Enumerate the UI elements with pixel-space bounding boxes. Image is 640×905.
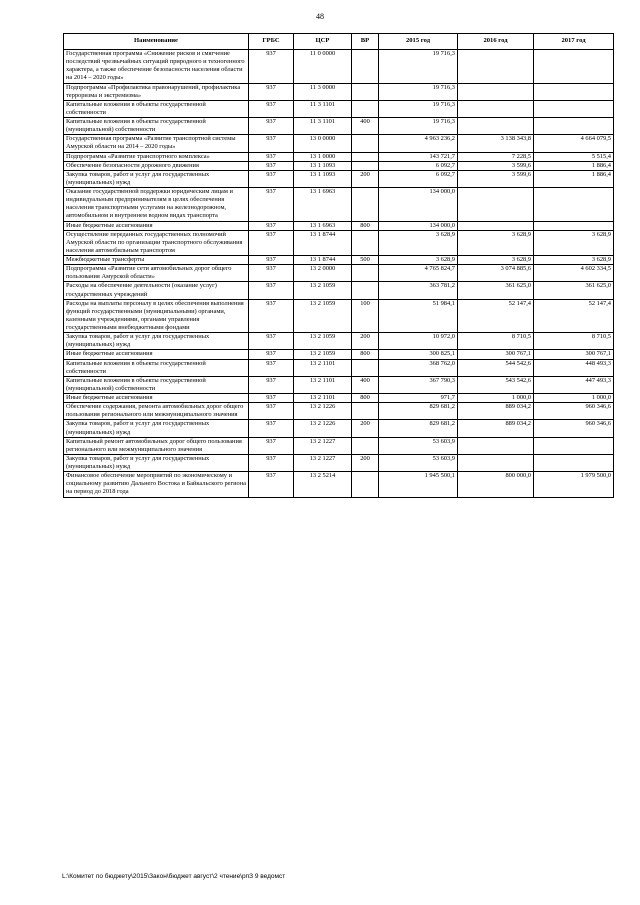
header-name: Наименование	[64, 34, 249, 50]
cell-2017: 447 493,3	[534, 376, 614, 393]
cell-name: Подпрограмма «Развитие транспортного комплекса»	[64, 152, 249, 161]
cell-csr: 11 3 0000	[294, 83, 352, 100]
cell-2016: 544 542,6	[458, 359, 534, 376]
cell-grbs: 937	[249, 299, 294, 333]
table-row	[64, 221, 614, 230]
cell-2017	[534, 118, 614, 135]
cell-csr: 11 0 0000	[294, 50, 352, 84]
cell-2017: 1 886,4	[534, 161, 614, 170]
cell-grbs: 937	[249, 359, 294, 376]
cell-2015: 4 765 824,7	[379, 265, 458, 282]
table-row	[64, 394, 614, 403]
cell-2017: 448 493,3	[534, 359, 614, 376]
cell-2015: 53 603,9	[379, 454, 458, 471]
cell-csr: 13 2 1227	[294, 437, 352, 454]
cell-2017: 4 664 079,5	[534, 135, 614, 152]
table-row	[64, 118, 614, 135]
cell-name: Расходы на обеспечение деятельности (оказание услуг) государственных учреждений	[64, 282, 249, 299]
cell-name: Обеспечение содержания, ремонта автомобильных дорог общего пользования регионального или межмуниципального значения	[64, 403, 249, 420]
cell-2017	[534, 100, 614, 117]
table-row	[64, 333, 614, 350]
cell-2016: 52 147,4	[458, 299, 534, 333]
table-row	[64, 376, 614, 393]
cell-csr: 13 1 1093	[294, 170, 352, 187]
cell-grbs: 937	[249, 135, 294, 152]
cell-grbs: 937	[249, 454, 294, 471]
header-vr: ВР	[352, 34, 379, 50]
cell-csr: 13 0 0000	[294, 135, 352, 152]
cell-vr	[352, 472, 379, 497]
page-number: 48	[316, 12, 324, 21]
cell-name: Закупка товаров, работ и услуг для государственных (муниципальных) нужд	[64, 420, 249, 437]
cell-name: Межбюджетные трансферты	[64, 256, 249, 265]
cell-2015: 1 945 500,1	[379, 472, 458, 497]
cell-2017: 4 602 334,5	[534, 265, 614, 282]
cell-grbs: 937	[249, 376, 294, 393]
table-body	[64, 50, 614, 498]
table-row	[64, 454, 614, 471]
cell-csr: 13 2 1227	[294, 454, 352, 471]
cell-2017	[534, 454, 614, 471]
cell-2017: 3 628,9	[534, 230, 614, 255]
cell-2017: 5 515,4	[534, 152, 614, 161]
cell-csr: 13 2 1059	[294, 299, 352, 333]
cell-vr	[352, 359, 379, 376]
cell-2016: 361 625,0	[458, 282, 534, 299]
cell-grbs: 937	[249, 118, 294, 135]
cell-vr: 800	[352, 394, 379, 403]
cell-vr: 200	[352, 454, 379, 471]
cell-grbs: 937	[249, 100, 294, 117]
table-row	[64, 50, 614, 84]
cell-2016	[458, 221, 534, 230]
cell-2015: 19 716,3	[379, 100, 458, 117]
header-2015: 2015 год	[379, 34, 458, 50]
cell-2017: 960 346,6	[534, 420, 614, 437]
cell-2015: 3 628,9	[379, 230, 458, 255]
cell-2015: 19 716,3	[379, 83, 458, 100]
cell-grbs: 937	[249, 83, 294, 100]
cell-vr	[352, 265, 379, 282]
cell-2015: 19 716,3	[379, 118, 458, 135]
cell-grbs: 937	[249, 50, 294, 84]
cell-2015: 143 721,7	[379, 152, 458, 161]
cell-name: Обеспечение безопасности дорожного движения	[64, 161, 249, 170]
cell-2016: 3 628,9	[458, 256, 534, 265]
cell-vr: 800	[352, 350, 379, 359]
cell-vr	[352, 152, 379, 161]
cell-2016	[458, 100, 534, 117]
cell-grbs: 937	[249, 256, 294, 265]
table-row	[64, 161, 614, 170]
cell-2015: 367 790,3	[379, 376, 458, 393]
cell-2016: 300 767,1	[458, 350, 534, 359]
cell-2017: 1 886,4	[534, 170, 614, 187]
cell-name: Капитальные вложения в объекты государственной собственности	[64, 100, 249, 117]
table-row	[64, 282, 614, 299]
cell-2017: 1 000,0	[534, 394, 614, 403]
cell-vr	[352, 50, 379, 84]
cell-grbs: 937	[249, 472, 294, 497]
cell-vr	[352, 437, 379, 454]
cell-2016	[458, 454, 534, 471]
table-row	[64, 83, 614, 100]
budget-table	[63, 33, 614, 498]
table-row	[64, 170, 614, 187]
cell-grbs: 937	[249, 161, 294, 170]
cell-grbs: 937	[249, 333, 294, 350]
cell-grbs: 937	[249, 221, 294, 230]
cell-grbs: 937	[249, 230, 294, 255]
table-row	[64, 420, 614, 437]
cell-vr: 200	[352, 420, 379, 437]
cell-2016	[458, 118, 534, 135]
footer-file-path: L:\Комитет по бюджету\2015\Закон\бюджет август\2 чтение\рпЗ 9 ведомст	[62, 873, 286, 880]
cell-2015: 4 963 236,2	[379, 135, 458, 152]
cell-vr: 800	[352, 221, 379, 230]
cell-name: Капитальные вложения в объекты государственной собственности	[64, 359, 249, 376]
cell-grbs: 937	[249, 170, 294, 187]
table-row	[64, 188, 614, 222]
cell-name: Финансовое обеспечение мероприятий по экономическому и социальному развитию Дальнего Востока и Байкальского региона на период до 2018 года	[64, 472, 249, 497]
cell-csr: 13 1 1093	[294, 161, 352, 170]
cell-2015: 971,7	[379, 394, 458, 403]
cell-2015: 19 716,3	[379, 50, 458, 84]
cell-2017: 960 346,6	[534, 403, 614, 420]
header-csr: ЦСР	[294, 34, 352, 50]
cell-grbs: 937	[249, 394, 294, 403]
cell-csr: 13 1 0000	[294, 152, 352, 161]
cell-name: Закупка товаров, работ и услуг для государственных (муниципальных) нужд	[64, 170, 249, 187]
cell-grbs: 937	[249, 403, 294, 420]
cell-csr: 13 2 1059	[294, 282, 352, 299]
cell-2017	[534, 188, 614, 222]
cell-2015: 6 092,7	[379, 161, 458, 170]
cell-name: Государственная программа «Снижение рисков и смягчение последствий чрезвычайных ситуаций природного и техногенного характера, а также обеспечение безопасности населения области на 2014 – 2020 годы»	[64, 50, 249, 84]
cell-2016: 3 599,6	[458, 161, 534, 170]
cell-grbs: 937	[249, 420, 294, 437]
cell-2016: 3 628,9	[458, 230, 534, 255]
cell-grbs: 937	[249, 437, 294, 454]
cell-2016: 800 000,0	[458, 472, 534, 497]
cell-csr: 13 2 1226	[294, 420, 352, 437]
cell-2017	[534, 437, 614, 454]
cell-csr: 13 2 0000	[294, 265, 352, 282]
cell-name: Осуществление переданных государственных полномочий Амурской области по организации транспортного обслуживания населения автомобильным транспортом	[64, 230, 249, 255]
cell-2015: 829 681,2	[379, 420, 458, 437]
table-row	[64, 299, 614, 333]
cell-2015: 363 781,2	[379, 282, 458, 299]
cell-vr: 400	[352, 118, 379, 135]
cell-vr	[352, 403, 379, 420]
cell-2016	[458, 50, 534, 84]
cell-name: Государственная программа «Развитие транспортной системы Амурской области на 2014 – 2020 годы»	[64, 135, 249, 152]
cell-2017: 52 147,4	[534, 299, 614, 333]
cell-grbs: 937	[249, 350, 294, 359]
cell-2017: 300 767,1	[534, 350, 614, 359]
table-row	[64, 350, 614, 359]
cell-2015: 368 762,0	[379, 359, 458, 376]
cell-2017	[534, 221, 614, 230]
cell-vr: 100	[352, 299, 379, 333]
cell-2015: 51 984,1	[379, 299, 458, 333]
cell-2017: 3 628,9	[534, 256, 614, 265]
table-header-row	[64, 34, 614, 50]
cell-vr	[352, 100, 379, 117]
cell-vr	[352, 161, 379, 170]
table-row	[64, 230, 614, 255]
cell-csr: 13 1 6963	[294, 188, 352, 222]
cell-2017	[534, 83, 614, 100]
cell-vr	[352, 83, 379, 100]
cell-2015: 300 825,1	[379, 350, 458, 359]
header-2016: 2016 год	[458, 34, 534, 50]
cell-csr: 13 1 8744	[294, 230, 352, 255]
cell-vr: 500	[352, 256, 379, 265]
table-row	[64, 256, 614, 265]
cell-2016: 889 034,2	[458, 403, 534, 420]
cell-name: Капитальные вложения в объекты государственной (муниципальной) собственности	[64, 376, 249, 393]
cell-name: Иные бюджетные ассигнования	[64, 221, 249, 230]
cell-grbs: 937	[249, 188, 294, 222]
cell-csr: 11 3 1101	[294, 100, 352, 117]
table-row	[64, 472, 614, 497]
cell-csr: 13 2 1101	[294, 394, 352, 403]
cell-vr: 200	[352, 170, 379, 187]
cell-2015: 10 972,0	[379, 333, 458, 350]
cell-2016: 3 599,6	[458, 170, 534, 187]
cell-name: Оказание государственной поддержки юридическим лицам и индивидуальным предпринимателям в целях обеспечения населения транспортными услугами на железнодорожном, автомобильном и внутреннем водном видах транспорта	[64, 188, 249, 222]
cell-vr	[352, 188, 379, 222]
cell-name: Иные бюджетные ассигнования	[64, 394, 249, 403]
cell-2015: 829 681,2	[379, 403, 458, 420]
cell-2016: 3 074 885,6	[458, 265, 534, 282]
cell-csr: 13 2 5214	[294, 472, 352, 497]
cell-grbs: 937	[249, 265, 294, 282]
cell-vr: 400	[352, 376, 379, 393]
cell-grbs: 937	[249, 152, 294, 161]
table-row	[64, 100, 614, 117]
cell-name: Иные бюджетные ассигнования	[64, 350, 249, 359]
cell-name: Расходы на выплаты персоналу в целях обеспечения выполнения функций государственными (муниципальными) органами, казенными учреждениями, органами управления государственными внебюджетными фондами	[64, 299, 249, 333]
cell-2016: 3 138 343,8	[458, 135, 534, 152]
cell-name: Подпрограмма «Развитие сети автомобильных дорог общего пользования Амурской области»	[64, 265, 249, 282]
cell-2016	[458, 437, 534, 454]
table-row	[64, 359, 614, 376]
cell-2016: 889 034,2	[458, 420, 534, 437]
cell-2017: 8 710,5	[534, 333, 614, 350]
table-row	[64, 437, 614, 454]
cell-csr: 11 3 1101	[294, 118, 352, 135]
cell-csr: 13 2 1101	[294, 359, 352, 376]
cell-2015: 134 000,0	[379, 221, 458, 230]
cell-2017: 1 979 500,0	[534, 472, 614, 497]
cell-2016	[458, 188, 534, 222]
table-row	[64, 135, 614, 152]
cell-name: Закупка товаров, работ и услуг для государственных (муниципальных) нужд	[64, 333, 249, 350]
cell-vr	[352, 135, 379, 152]
cell-2015: 134 000,0	[379, 188, 458, 222]
cell-vr	[352, 282, 379, 299]
cell-name: Капитальный ремонт автомобильных дорог общего пользования регионального или межмуниципального значения	[64, 437, 249, 454]
cell-csr: 13 2 1101	[294, 376, 352, 393]
cell-2016: 8 710,5	[458, 333, 534, 350]
cell-2016: 543 542,6	[458, 376, 534, 393]
cell-csr: 13 2 1226	[294, 403, 352, 420]
table-row	[64, 403, 614, 420]
cell-grbs: 937	[249, 282, 294, 299]
cell-2015: 3 628,9	[379, 256, 458, 265]
cell-2017: 361 625,0	[534, 282, 614, 299]
cell-csr: 13 2 1059	[294, 350, 352, 359]
cell-2015: 6 092,7	[379, 170, 458, 187]
cell-vr	[352, 230, 379, 255]
cell-csr: 13 1 8744	[294, 256, 352, 265]
cell-csr: 13 1 6963	[294, 221, 352, 230]
header-2017: 2017 год	[534, 34, 614, 50]
cell-vr: 200	[352, 333, 379, 350]
cell-2016: 1 000,0	[458, 394, 534, 403]
cell-name: Капитальные вложения в объекты государственной (муниципальной) собственности	[64, 118, 249, 135]
cell-2017	[534, 50, 614, 84]
cell-2015: 53 603,9	[379, 437, 458, 454]
table-row	[64, 152, 614, 161]
cell-2016: 7 228,5	[458, 152, 534, 161]
cell-name: Закупка товаров, работ и услуг для государственных (муниципальных) нужд	[64, 454, 249, 471]
cell-2016	[458, 83, 534, 100]
header-grbs: ГРБС	[249, 34, 294, 50]
cell-name: Подпрограмма «Профилактика правонарушений, профилактика терроризма и экстремизма»	[64, 83, 249, 100]
cell-csr: 13 2 1059	[294, 333, 352, 350]
table-row	[64, 265, 614, 282]
